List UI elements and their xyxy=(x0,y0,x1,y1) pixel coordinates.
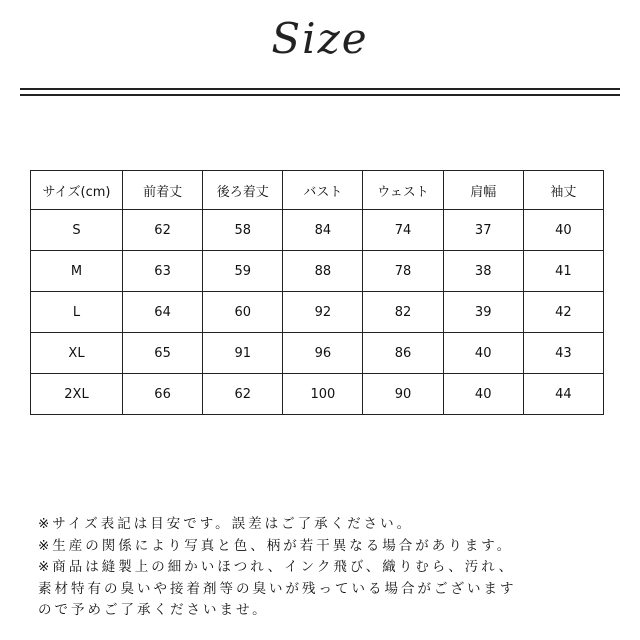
cell-shoulder-width: 40 xyxy=(443,374,523,415)
cell-sleeve-length: 43 xyxy=(523,333,603,374)
cell-waist: 78 xyxy=(363,251,443,292)
cell-front-length: 64 xyxy=(123,292,203,333)
note-line: ので予めご了承くださいませ。 xyxy=(38,602,269,618)
cell-size: S xyxy=(31,210,123,251)
table-row xyxy=(31,292,604,333)
note-line: ※商品は縫製上の細かいほつれ、インク飛び、織りむら、汚れ、 xyxy=(38,559,516,575)
cell-shoulder-width: 38 xyxy=(443,251,523,292)
table-row xyxy=(31,210,604,251)
cell-bust: 88 xyxy=(283,251,363,292)
cell-shoulder-width: 40 xyxy=(443,333,523,374)
size-notes xyxy=(38,514,628,622)
cell-waist: 86 xyxy=(363,333,443,374)
cell-sleeve-length: 40 xyxy=(523,210,603,251)
cell-waist: 74 xyxy=(363,210,443,251)
cell-waist: 90 xyxy=(363,374,443,415)
size-table xyxy=(30,170,604,415)
cell-back-length: 91 xyxy=(203,333,283,374)
header-front-length: 前着丈 xyxy=(123,171,203,210)
title-divider-top xyxy=(20,88,620,90)
note-line: 素材特有の臭いや接着剤等の臭いが残っている場合がございます xyxy=(38,580,517,597)
table-row xyxy=(31,333,604,374)
cell-waist: 82 xyxy=(363,292,443,333)
cell-shoulder-width: 37 xyxy=(443,210,523,251)
cell-front-length: 63 xyxy=(123,251,203,292)
cell-bust: 92 xyxy=(283,292,363,333)
cell-size: L xyxy=(31,292,123,333)
cell-sleeve-length: 42 xyxy=(523,292,603,333)
header-back-length: 後ろ着丈 xyxy=(203,171,283,210)
size-table-header-row xyxy=(31,171,604,210)
cell-shoulder-width: 39 xyxy=(443,292,523,333)
header-shoulder-width: 肩幅 xyxy=(443,171,523,210)
header-sleeve-length: 袖丈 xyxy=(523,171,603,210)
cell-back-length: 60 xyxy=(203,292,283,333)
cell-sleeve-length: 41 xyxy=(523,251,603,292)
header-waist: ウェスト xyxy=(363,171,443,210)
header-size-cm: サイズ(cm) xyxy=(31,171,123,210)
cell-size: 2XL xyxy=(31,374,123,415)
table-row xyxy=(31,251,604,292)
cell-back-length: 59 xyxy=(203,251,283,292)
cell-front-length: 62 xyxy=(123,210,203,251)
title-divider-bottom xyxy=(20,94,620,96)
cell-sleeve-length: 44 xyxy=(523,374,603,415)
note-line: ※生産の関係により写真と色、柄が若干異なる場合があります。 xyxy=(38,537,514,554)
table-row xyxy=(31,374,604,415)
note-line: ※サイズ表記は目安です。誤差はご了承ください。 xyxy=(38,516,414,532)
cell-back-length: 62 xyxy=(203,374,283,415)
cell-front-length: 66 xyxy=(123,374,203,415)
cell-bust: 96 xyxy=(283,333,363,374)
cell-bust: 84 xyxy=(283,210,363,251)
cell-size: M xyxy=(31,251,123,292)
size-title: Size xyxy=(271,14,369,63)
cell-bust: 100 xyxy=(283,374,363,415)
header-bust: バスト xyxy=(283,171,363,210)
cell-size: XL xyxy=(31,333,123,374)
cell-front-length: 65 xyxy=(123,333,203,374)
cell-back-length: 58 xyxy=(203,210,283,251)
